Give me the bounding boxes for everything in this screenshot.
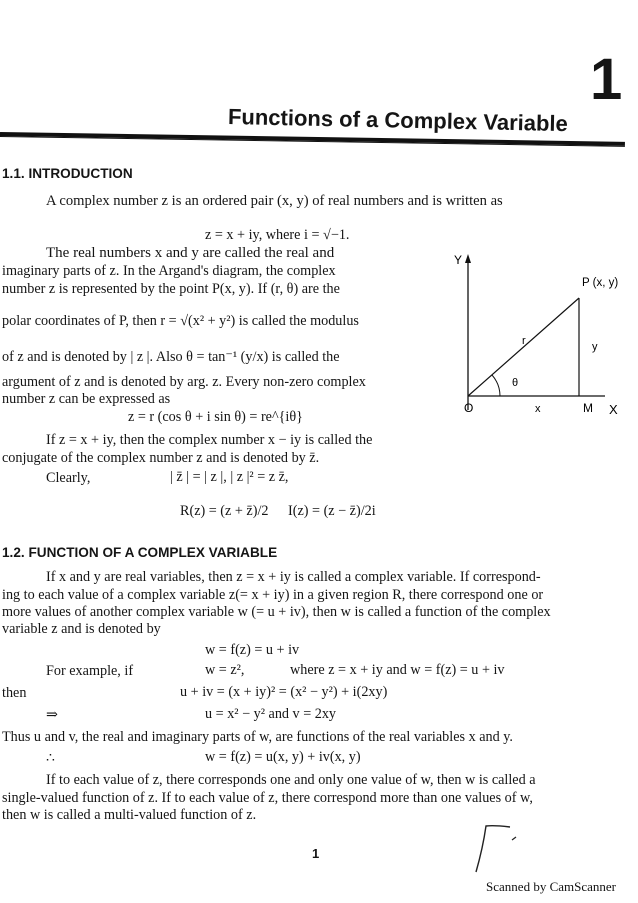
single-valued-line-2: single-valued function of z. If to each value of z, there correspond more than one values of w, [2, 790, 533, 806]
equation-expansion: u + iv = (x + iy)² = (x² − y²) + i(2xy) [180, 684, 388, 700]
therefore-label: ∴ [46, 750, 56, 766]
theta-label: θ [512, 377, 519, 389]
y-axis-label: Y [454, 253, 463, 267]
single-valued-line-1: If to each value of z, there corresponds one and only one value of w, then w is called a [46, 772, 536, 788]
single-valued-line-3: then w is called a multi-valued function of z. [2, 807, 257, 823]
example-label: For example, if [46, 663, 134, 679]
implies-label: ⇒ [46, 707, 58, 723]
y-axis-arrow-icon [465, 254, 471, 263]
chapter-number: 1 [590, 47, 623, 112]
scanner-watermark: Scanned by CamScanner [486, 879, 616, 894]
equation-real-part: R(z) = (z + z̄)/2 [180, 503, 269, 519]
function-line-3: more values of another complex variable w (= u + iv), then w is called a function of the complex [2, 604, 551, 620]
example-where: where z = x + iy and w = f(z) = u + iv [290, 662, 505, 678]
point-m-label: M [583, 401, 593, 415]
intro-line-3: imaginary parts of z. In the Argand's diagram, the complex [2, 263, 336, 279]
intro-line-4: number z is represented by the point P(x, y). If (r, θ) are the [2, 281, 340, 297]
handwritten-mark [472, 818, 522, 878]
intro-line-8: number z can be expressed as [2, 391, 171, 407]
intro-line-6: of z and is denoted by | z |. Also θ = tan⁻¹ (y/x) is called the [2, 349, 340, 365]
x-axis-label: X [609, 402, 618, 417]
equation-w: w = f(z) = u + iv [205, 642, 300, 658]
abscissa-label: x [535, 403, 541, 415]
equation-polar: z = r (cos θ + i sin θ) = re^{iθ} [128, 409, 303, 425]
pen-tick [512, 837, 516, 840]
equation-w-uv: w = f(z) = u(x, y) + iv(x, y) [205, 749, 361, 765]
intro-line-5: polar coordinates of P, then r = √(x² + y²) is called the modulus [2, 313, 359, 329]
intro-line-10: conjugate of the complex number z and is denoted by z̄. [2, 450, 320, 466]
intro-line-7: argument of z and is denoted by arg. z. Every non-zero complex [2, 374, 366, 390]
function-line-2: ing to each value of a complex variable z(= x + iy) in a given region R, there correspond one or [2, 587, 544, 603]
equation-imag-part: I(z) = (z − z̄)/2i [288, 503, 376, 519]
radius-line [468, 298, 579, 396]
function-line-1: If x and y are real variables, then z = x + iy is called a complex variable. If correspond- [46, 569, 541, 585]
point-p-label: P (x, y) [582, 277, 619, 289]
chapter-title: Functions of a Complex Variable [227, 104, 569, 137]
theta-arc [492, 375, 500, 396]
page-number: 1 [312, 846, 320, 861]
function-line-4: variable z and is denoted by [2, 621, 161, 637]
section-heading-function: 1.2. FUNCTION OF A COMPLEX VARIABLE [2, 545, 278, 560]
equation-w-squared: w = z², [205, 662, 245, 678]
thus-line: Thus u and v, the real and imaginary parts of w, are functions of the real variables x and y. [2, 729, 513, 745]
radius-label: r [522, 335, 526, 347]
equation-u-v: u = x² − y² and v = 2xy [205, 706, 337, 722]
intro-line-2: The real numbers x and y are called the real and [46, 245, 335, 261]
intro-line-1: A complex number z is an ordered pair (x, y) of real numbers and is written as [46, 193, 503, 209]
argand-diagram [440, 248, 630, 428]
section-heading-introduction: 1.1. INTRODUCTION [2, 166, 133, 181]
then-label: then [2, 685, 27, 701]
intro-line-9: If z = x + iy, then the complex number x − iy is called the [46, 432, 373, 448]
pen-stroke [476, 826, 510, 872]
clearly-label: Clearly, [46, 470, 91, 486]
equation-z: z = x + iy, where i = √−1. [205, 227, 350, 243]
equation-modulus: | z̄ | = | z |, | z |² = z z̄, [170, 469, 289, 485]
ordinate-label: y [592, 341, 598, 353]
origin-label: O [464, 401, 474, 415]
